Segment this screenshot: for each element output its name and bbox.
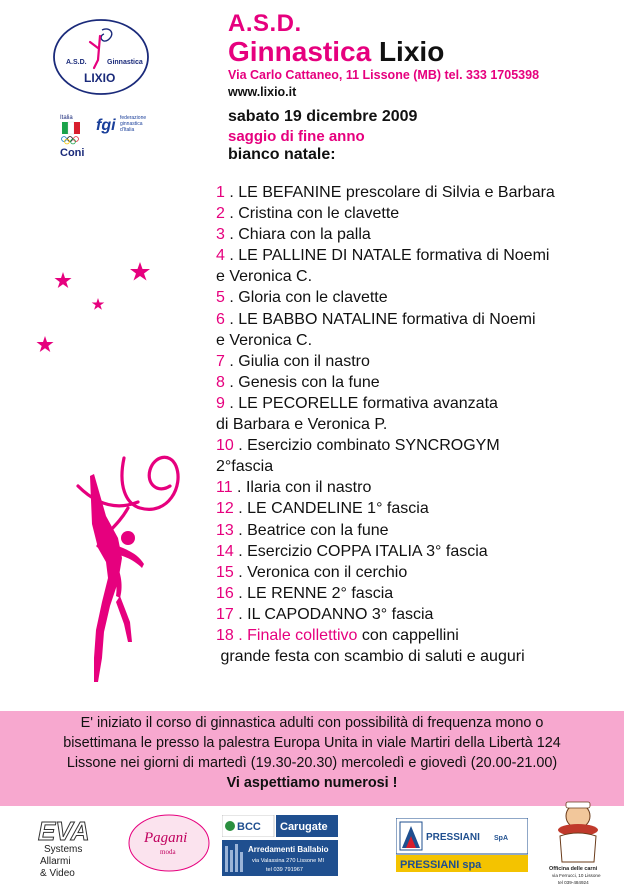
program-item: [216, 309, 616, 330]
officina-line-2: via Ferrucci, 10 Lissone: [552, 873, 601, 878]
program-item-text: . LE PALLINE DI NATALE formativa di Noemi: [224, 247, 550, 265]
pressiani-name-1: PRESSIANI: [426, 832, 480, 843]
sponsor-pagani-moda-logo: [126, 812, 212, 874]
program-item-number: 10: [216, 437, 234, 455]
program-item: [216, 541, 616, 562]
program-item-number: 18: [216, 626, 234, 644]
program-item-text: . IL CAPODANNO 3° fascia: [233, 605, 434, 623]
svg-text:fgi: fgi: [96, 117, 116, 134]
program-item-number: 7: [216, 352, 225, 370]
program-item-number: 14: [216, 542, 234, 560]
program-item: [216, 351, 616, 372]
program-item-continuation: e Veronica C.: [216, 268, 313, 286]
club-logo-lixio: LIXIO: [84, 71, 116, 85]
program-item-text: . LE PECORELLE formativa avanzata: [224, 394, 498, 412]
program-item: [216, 498, 616, 519]
program-item-text: . LE CANDELINE 1° fascia: [233, 500, 429, 518]
star-icon: [55, 272, 72, 288]
program-item: [216, 245, 616, 266]
program-item-continuation: grande festa con scambio di saluti e auguri: [216, 648, 525, 666]
eva-line-2: Allarmi: [40, 856, 71, 867]
star-icon: [37, 336, 54, 352]
program-item-number: 8: [216, 373, 225, 391]
program-item-continuation: di Barbara e Veronica P.: [216, 416, 388, 434]
eva-line-3: & Video: [40, 868, 75, 879]
club-logo: [52, 18, 150, 96]
header-asd: A.S.D.: [228, 10, 302, 37]
pagani-sub: moda: [160, 848, 176, 856]
program-item-text: . Cristina con le clavette: [224, 205, 400, 223]
program-item-text: . Chiara con la palla: [224, 226, 371, 244]
program-item: [216, 435, 616, 456]
ballabio-address: via Valassina 270 Lissone MI: [252, 858, 325, 864]
program-item-text: . Esercizio COPPA ITALIA 3° fascia: [233, 542, 488, 560]
program-item: [216, 287, 616, 308]
program-item-text: . LE RENNE 2° fascia: [233, 584, 394, 602]
star-icon: [92, 298, 105, 310]
program-item: [216, 393, 616, 414]
program-item-number: 15: [216, 563, 234, 581]
banner-line-3: Lissone nei giorni di martedì (19.30-20.30) mercoledì e giovedì (20.00-21.00): [66, 755, 558, 771]
star-icon: [130, 262, 150, 281]
program-item: [216, 224, 616, 245]
banner-line-2: bisettimana le presso la palestra Europa Unita in viale Martiri della Libertà 124: [63, 735, 561, 751]
sponsor-officina-delle-carni-logo: [540, 800, 616, 888]
sponsor-bcc-carugate-logo: [222, 815, 338, 837]
bcc-label: BCC: [237, 821, 261, 833]
program-item-number: 6: [216, 310, 225, 328]
stars-decoration: [30, 258, 160, 358]
program-item-number: 17: [216, 605, 234, 623]
program-item-text: . Veronica con il cerchio: [233, 563, 408, 581]
coni-logo: [58, 112, 94, 160]
event-theme: bianco natale:: [228, 146, 336, 163]
gymnast-silhouette: [58, 446, 190, 686]
program-item: [216, 182, 616, 203]
coni-italia-label: Italia: [60, 115, 73, 121]
program-item-number: 1: [216, 184, 225, 201]
program-item-number: 16: [216, 584, 234, 602]
program-item: [216, 625, 616, 646]
club-logo-asd: A.S.D.: [66, 59, 87, 66]
program-item-text: . Giulia con il nastro: [224, 352, 370, 370]
program-item: [216, 372, 616, 393]
coni-label: Coni: [60, 147, 85, 159]
fgi-text-1: federazione: [120, 115, 147, 121]
officina-line-1: Officina delle carni: [549, 866, 598, 872]
adult-course-text: [0, 713, 624, 793]
bcc-place: Carugate: [280, 821, 328, 833]
program-item-number: 4: [216, 247, 225, 265]
program-item-number: 2: [216, 205, 225, 223]
header-address: Via Carlo Cattaneo, 11 Lissone (MB) tel. 333 1705398: [228, 68, 540, 82]
ballabio-name: Arredamenti Ballabio: [248, 845, 329, 854]
eva-name: EVA: [38, 816, 90, 846]
fgi-text-3: d'Italia: [120, 127, 135, 133]
event-subtitle: saggio di fine anno: [228, 128, 365, 145]
program-item: [216, 583, 616, 604]
program-item: [216, 520, 616, 541]
program-item-highlight: . Finale collettivo: [233, 626, 358, 644]
sponsor-arredamenti-ballabio-logo: [222, 840, 338, 876]
program-item: [216, 477, 616, 498]
header-website: www.lixio.it: [228, 85, 297, 99]
ballabio-tel: tel 039 791967: [266, 867, 304, 873]
sponsor-eva-systems-logo: [34, 816, 106, 880]
program-list: [216, 182, 616, 667]
program-item-text: . Gloria con le clavette: [224, 289, 388, 307]
club-logo-ginnastica: Ginnastica: [107, 59, 143, 66]
officina-line-3: tel 039-484924: [558, 880, 589, 885]
program-item-text: . Esercizio combinato SYNCROGYM: [233, 437, 500, 455]
program-item-text: . Ilaria con il nastro: [232, 479, 372, 497]
program-item-text: . Genesis con la fune: [224, 373, 380, 391]
banner-line-1: E' iniziato il corso di ginnastica adulti con possibilità di frequenza mono o: [80, 715, 544, 731]
program-item-number: 13: [216, 521, 234, 539]
program-item-number: 11: [216, 479, 233, 497]
sponsor-pressiani-logo: [396, 818, 528, 872]
header-name-lixio: Lixio: [378, 36, 445, 67]
program-item-continuation: e Veronica C.: [216, 331, 313, 349]
program-item-number: 5: [216, 289, 225, 307]
program-item-continuation: 2°fascia: [216, 458, 274, 476]
program-item: [216, 604, 616, 625]
program-item: [216, 203, 616, 224]
program-item-text: . LE BEFANINE prescolare di Silvia e Barbara: [224, 184, 555, 201]
program-item-number: 9: [216, 394, 225, 412]
program-item-number: 3: [216, 226, 225, 244]
header-name-ginnastica: Ginnastica: [228, 36, 372, 67]
banner-cta: Vi aspettiamo numerosi !: [226, 775, 398, 791]
eva-line-1: Systems: [44, 844, 83, 855]
program-item-text: . Beatrice con la fune: [233, 521, 389, 539]
program-item-text: con cappellini: [357, 626, 459, 644]
program-item: [216, 562, 616, 583]
pagani-name: Pagani: [144, 830, 188, 846]
header-club-name: [228, 36, 444, 68]
pressiani-name-1b: SpA: [494, 835, 508, 842]
program-item-text: . LE BABBO NATALINE formativa di Noemi: [224, 310, 536, 328]
fgi-logo: [96, 112, 158, 142]
event-date: sabato 19 dicembre 2009: [228, 108, 418, 125]
program-item-number: 12: [216, 500, 234, 518]
pressiani-name-2: PRESSIANI spa: [400, 859, 482, 871]
fgi-text-2: ginnastica: [120, 121, 143, 127]
